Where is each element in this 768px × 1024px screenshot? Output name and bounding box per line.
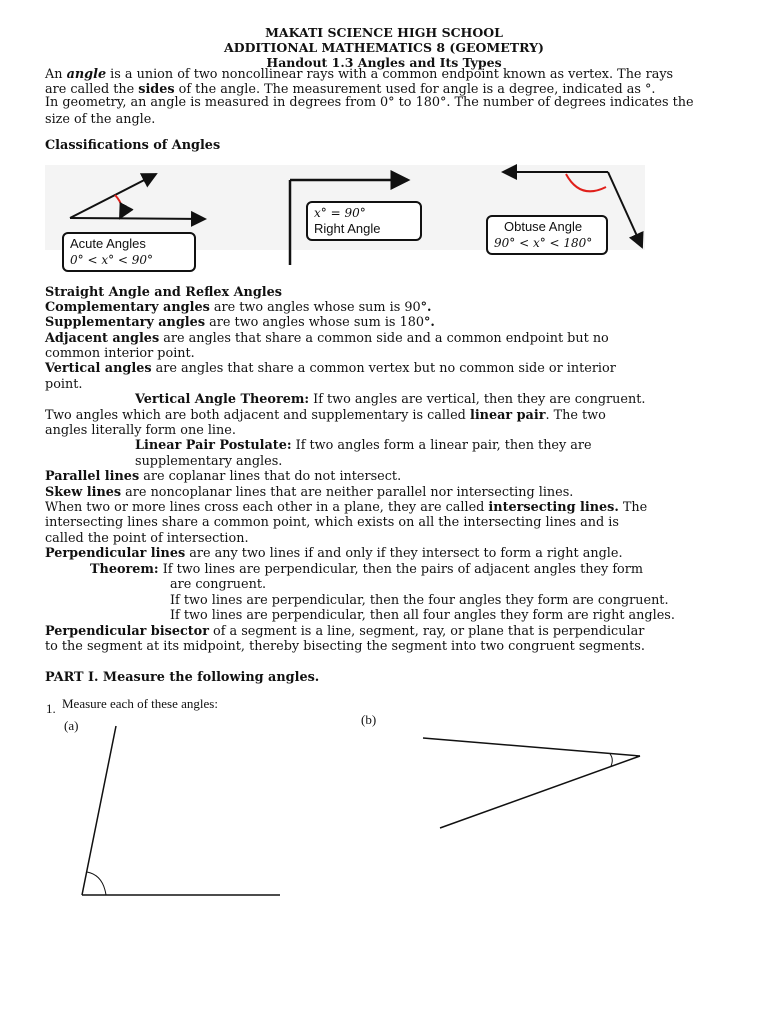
perpendicular-line: Perpendicular lines are any two lines if and only if they intersect to form a right angle. [45, 546, 623, 561]
intersecting-line-2: intersecting lines share a common point, which exists on all the intersecting lines and is [45, 515, 619, 530]
straight-heading: Straight Angle and Reflex Angles [45, 285, 282, 300]
adjacent-line-2: common interior point. [45, 346, 195, 361]
intro-line-2: are called the sides of the angle. The measurement used for angle is a degree, indicated as °. [45, 82, 656, 97]
obtuse-label-box [486, 215, 608, 255]
theorem-3: If two lines are perpendicular, then all four angles they form are right angles. [170, 608, 675, 623]
linear-pair-postulate-2: supplementary angles. [135, 454, 283, 469]
school-name: MAKATI SCIENCE HIGH SCHOOL [265, 25, 503, 40]
complementary-line: Complementary angles are two angles whose sum is 90°. [45, 300, 432, 315]
linear-pair-postulate: Linear Pair Postulate: If two angles form a linear pair, then they are [135, 438, 592, 453]
label-b: (b) [361, 712, 377, 727]
theorem-2: If two lines are perpendicular, then the four angles they form are congruent. [170, 593, 669, 608]
skew-line: Skew lines are noncoplanar lines that are neither parallel nor intersecting lines. [45, 485, 574, 500]
vertical-line-2: point. [45, 377, 83, 392]
label-a: (a) [64, 718, 79, 733]
intersecting-line: When two or more lines cross each other in a plane, they are called intersecting lines. The [45, 500, 648, 515]
acute-label-box [62, 232, 196, 272]
adjacent-line: Adjacent angles are angles that share a common side and a common endpoint but no [45, 331, 609, 346]
intro-line-3: In geometry, an angle is measured in degrees from 0° to 180°. The number of degrees indicates the [45, 95, 694, 110]
acute-ray-1 [70, 218, 205, 219]
perpendicular-bisector-line-2: to the segment at its midpoint, thereby bisecting the segment into two congruent segments. [45, 639, 645, 654]
vertical-line: Vertical angles are angles that share a common vertex but no common side or interior [45, 361, 616, 376]
intro-line-4: size of the angle. [45, 112, 156, 127]
theorem-1b: are congruent. [170, 577, 267, 592]
right-equation: x° = 90° [314, 206, 366, 220]
intro-line-1: An angle is a union of two noncollinear rays with a common endpoint known as vertex. The rays [45, 67, 674, 82]
acute-range: 0° < x° < 90° [70, 253, 154, 267]
classifications-heading: Classifications of Angles [45, 138, 221, 153]
vertical-angle-theorem: Vertical Angle Theorem: If two angles are vertical, then they are congruent. [135, 392, 646, 407]
supplementary-line: Supplementary angles are two angles whose sum is 180°. [45, 315, 435, 330]
part1-title: PART I. Measure the following angles. [45, 670, 320, 685]
perpendicular-bisector-line: Perpendicular bisector of a segment is a line, segment, ray, or plane that is perpendicular [45, 624, 645, 639]
linear-pair-line-2: angles literally form one line. [45, 423, 236, 438]
measure-instruction: Measure each of these angles: [62, 696, 218, 711]
theorem-1: Theorem: If two lines are perpendicular, then the pairs of adjacent angles they form [90, 562, 644, 577]
obtuse-title: Obtuse Angle [504, 219, 583, 234]
acute-title: Acute Angles [70, 236, 146, 251]
right-label-box [306, 201, 422, 241]
obtuse-range: 90° < x° < 180° [494, 236, 593, 250]
intersecting-line-3: called the point of intersection. [45, 531, 249, 546]
linear-pair-line: Two angles which are both adjacent and supplementary is called linear pair. The two [45, 408, 606, 423]
parallel-line: Parallel lines are coplanar lines that do not intersect. [45, 469, 402, 484]
handout-title: Handout 1.3 Angles and Its Types [266, 55, 502, 70]
item-number: 1. [46, 701, 56, 716]
course-title: ADDITIONAL MATHEMATICS 8 (GEOMETRY) [224, 40, 544, 55]
right-title: Right Angle [314, 221, 381, 236]
